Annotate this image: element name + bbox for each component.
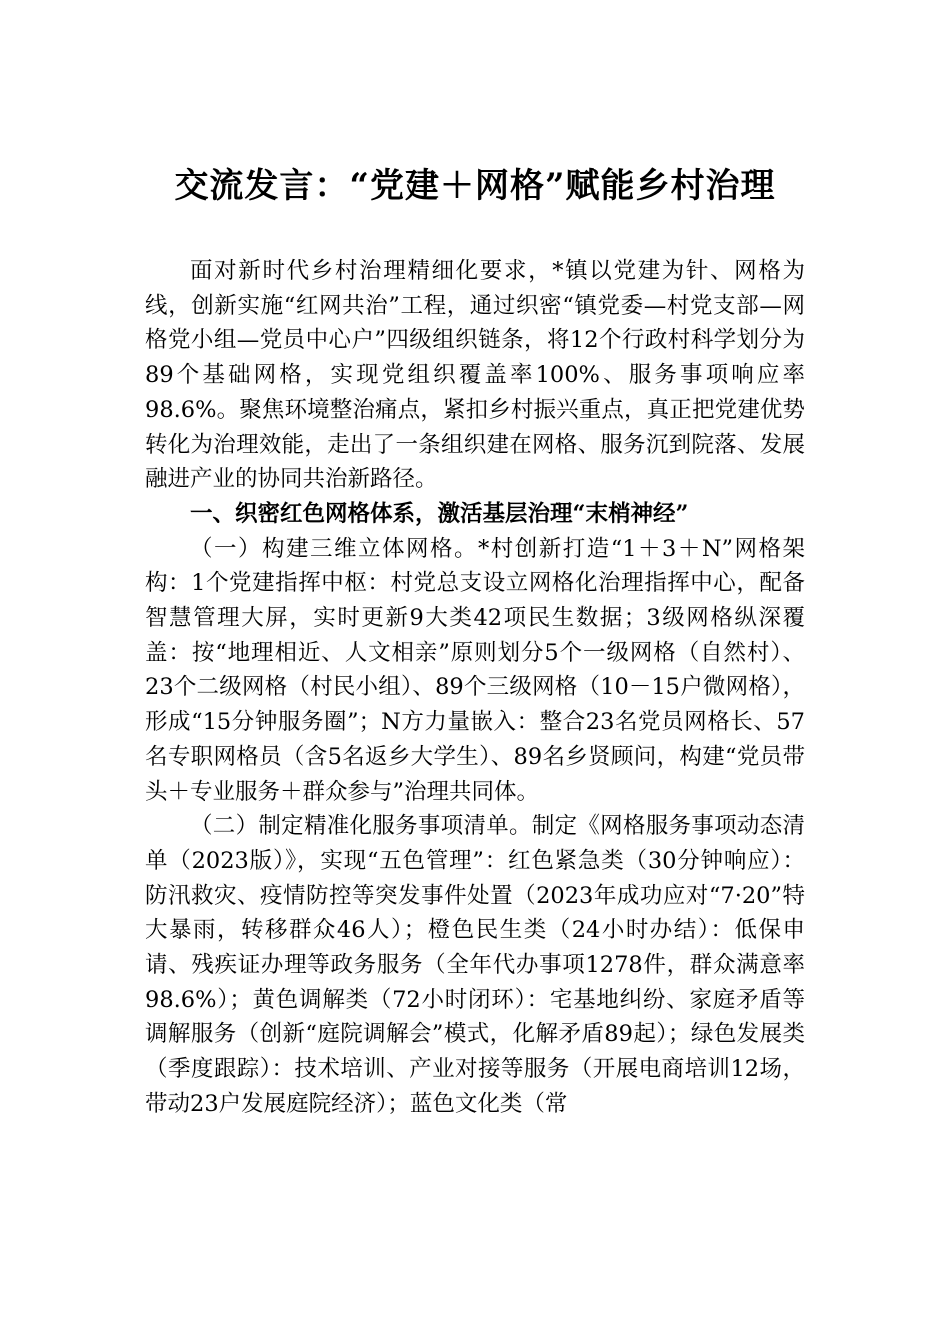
- document-title: 交流发言：“党建＋网格”赋能乡村治理: [174, 166, 776, 206]
- section-heading-1: 一、织密红色网格体系，激活基层治理“末梢神经”: [190, 500, 689, 527]
- subsection-paragraph-1: （一）构建三维立体网格。*村创新打造“1＋3＋N”网格架构：1个党建指挥中枢：村党总支设立网格化治理指挥中心，配备智慧管理大屏，实时更新9大类42项民生数据；3级网格纵深覆盖：按“地理相近、人文相亲”原则划分5个一级网格（自然村）、23个二级网格（村民小组）、89个三级网格（10－15户微网格），形成“15分钟服务圈”；N方力量嵌入：整合23名党员网格长、57名专职网格员（含5名返乡大学生）、89名乡贤顾问，构建“党员带头＋专业服务＋群众参与”治理共同体。: [145, 535, 805, 805]
- intro-paragraph: 面对新时代乡村治理精细化要求，*镇以党建为针、网格为线，创新实施“红网共治”工程，通过织密“镇党委—村党支部—网格党小组—党员中心户”四级组织链条，将12个行政村科学划分为89个基础网格，实现党组织覆盖率100%、服务事项响应率98.6%。聚焦环境整治痛点，紧扣乡村振兴重点，真正把党建优势转化为治理效能，走出了一条组织建在网格、服务沉到院落、发展融进产业的协同共治新路径。: [145, 258, 805, 493]
- subsection-paragraph-2: （二）制定精准化服务事项清单。制定《网格服务事项动态清单（2023版）》，实现“五色管理”：红色紧急类（30分钟响应）：防汛救灾、疫情防控等突发事件处置（2023年成功应对“7·20”特大暴雨，转移群众46人）；橙色民生类（24小时办结）：低保申请、残疾证办理等政务服务（全年代办事项1278件，群众满意率98.6%）；黄色调解类（72小时闭环）：宅基地纠纷、家庭矛盾等调解服务（创新“庭院调解会”模式，化解矛盾89起）；绿色发展类（季度跟踪）：技术培训、产业对接等服务（开展电商培训12场，带动23户发展庭院经济）；蓝色文化类（常: [145, 813, 805, 1117]
- document-body: [145, 254, 805, 1122]
